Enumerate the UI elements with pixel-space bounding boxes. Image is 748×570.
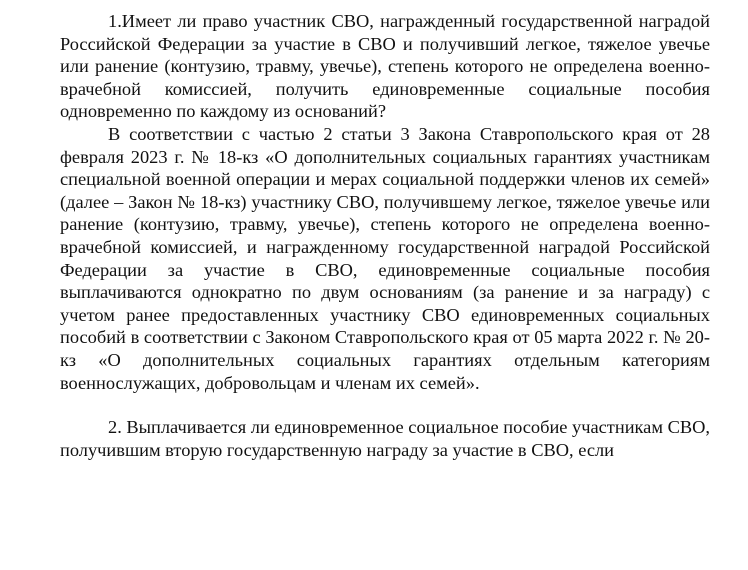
answer-1-paragraph: В соответствии с частью 2 статьи 3 Закона Ставропольского края от 28 февраля 2023 г. № 18-кз «О дополнительных социальных гарантиях участникам специальной военной операции и мерах социальной поддержки членов их семей» (далее – Закон № 18-кз) участнику СВО, получившему легкое, тяжелое увечье или ранение (контузию, травму, увечье), степень которого не определена военно-врачебной комиссией, и награжденному государственной наградой Российской Федерации за участие в СВО, единовременные социальные пособия выплачиваются однократно по двум основаниям (за ранение и за награду) с учетом ранее предоставленных участнику СВО единовременных социальных пособий в соответствии с Законом Ставропольского края от 05 марта 2022 г. № 20-кз «О дополнительных социальных гарантиях отдельным категориям военнослужащих, добровольцам и членам их семей». [60, 123, 710, 393]
question-1-paragraph: 1.Имеет ли право участник СВО, награжденный государственной наградой Российской Федерации за участие в СВО и получивший легкое, тяжелое увечье или ранение (контузию, травму, увечье), степень которого не определена военно-врачебной комиссией, получить единовременные социальные пособия одновременно по каждому из оснований? [60, 11, 710, 122]
document-page [60, 10, 710, 461]
question-2-paragraph: 2. Выплачивается ли единовременное социальное пособие участникам СВО, получившим вторую государственную награду за участие в СВО, если [60, 417, 710, 460]
paragraph-spacer [60, 394, 710, 416]
